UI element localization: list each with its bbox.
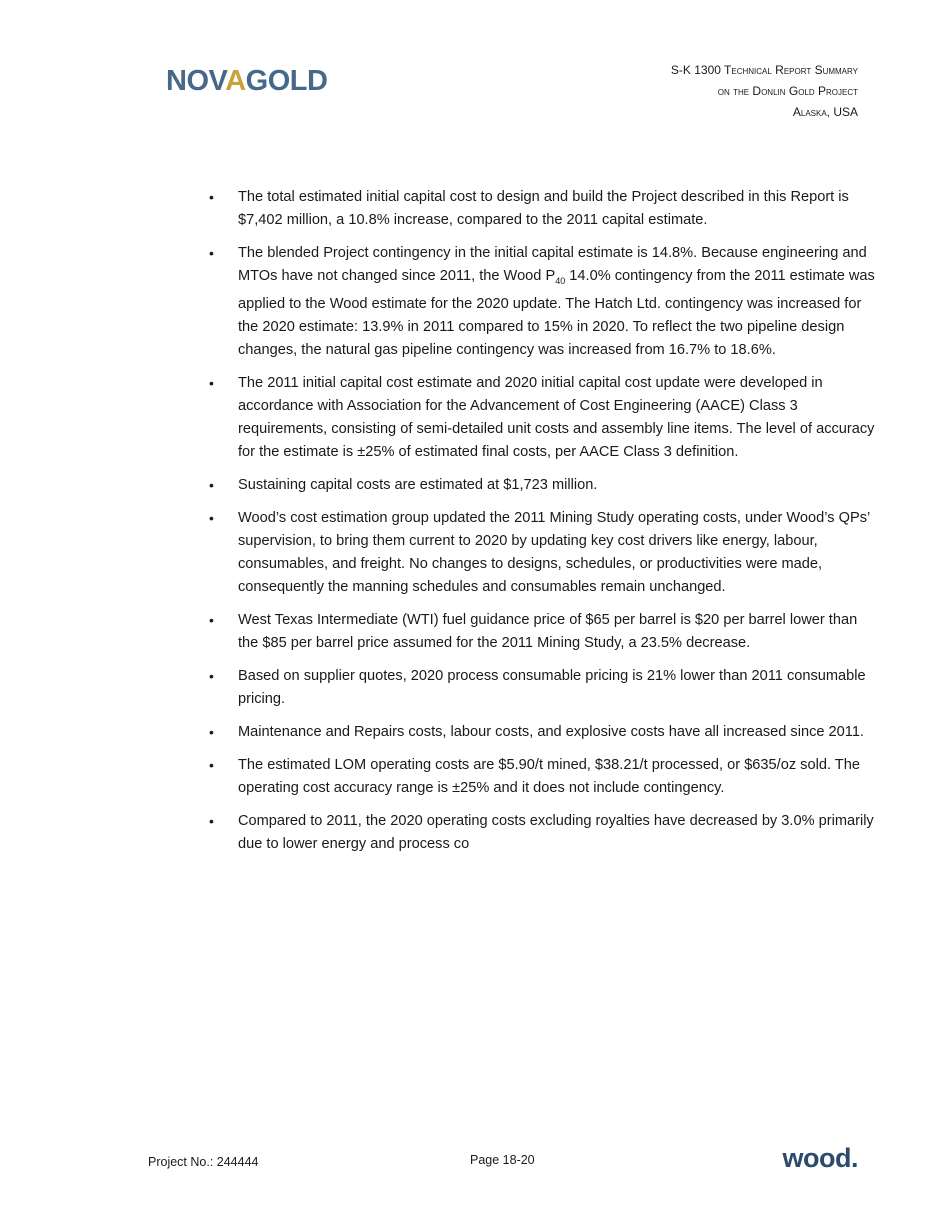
list-item: • Maintenance and Repairs costs, labour costs, and explosive costs have all increased since 2011. xyxy=(205,721,875,744)
project-number: Project No.: 244444 xyxy=(148,1155,259,1169)
body-content xyxy=(205,186,875,866)
list-item: • The total estimated initial capital cost to design and build the Project described in this Report is $7,402 million, a 10.8% increase, compared to the 2011 capital estimate. xyxy=(205,186,875,232)
header-line-2: on the Donlin Gold Project xyxy=(717,84,858,98)
bullet-icon: • xyxy=(209,611,214,628)
page-number: Page 18-20 xyxy=(470,1153,535,1167)
bullet-icon: • xyxy=(209,812,214,829)
bullet-icon: • xyxy=(209,245,214,261)
bullet-icon: • xyxy=(209,667,214,684)
list-item: • Sustaining capital costs are estimated at $1,723 million. xyxy=(205,474,875,497)
header-line-3: Alaska, USA xyxy=(792,105,858,119)
header-line-1: S-K 1300 Technical Report Summary xyxy=(670,63,858,77)
list-item: • West Texas Intermediate (WTI) fuel guidance price of $65 per barrel is $20 per barrel lower than the $85 per barrel price assumed for the 2011 Mining Study, a 23.5% decrease. xyxy=(205,609,875,655)
list-item: • The estimated LOM operating costs are $5.90/t mined, $38.21/t processed, or $635/oz sold. The operating cost accuracy range is ±25% and it does not include contingency. xyxy=(205,754,875,800)
wood-logo: wood. xyxy=(782,1143,858,1173)
bullet-icon: • xyxy=(209,189,214,205)
bullet-list xyxy=(205,186,875,856)
bullet-icon: • xyxy=(209,756,214,773)
bullet-icon: • xyxy=(209,723,214,740)
list-item: • The blended Project contingency in the initial capital estimate is 14.8%. Because engineering and MTOs have not changed since 2011, the Wood $P_{40}$ 14.0% contingency from the 2011 estimate was applied to the Wood estimate for the 2020 update. The Hatch Ltd. contingency was increased for the 2020 estimate: 13.9% in 2011 compared to 15% in 2020. To reflect the two pipeline design changes, the natural gas pipeline contingency was increased from 16.7% to 18.6%. xyxy=(205,242,875,362)
list-item: • Wood’s cost estimation group updated the 2011 Mining Study operating costs, under Wood’s QPs’ supervision, to bring them current to 2020 by updating key cost drivers like energy, labour, consumables, and freight. No changes to designs, schedules, or productivities were made, consequently the manning schedules and consumables remain unchanged. xyxy=(205,507,875,599)
list-item: • The 2011 initial capital cost estimate and 2020 initial capital cost update were developed in accordance with Association for the Advancement of Cost Engineering (AACE) Class 3 requirements, consisting of semi-detailed unit costs and assembly line items. The level of accuracy for the estimate is ±25% of estimated final costs, per AACE Class 3 definition. xyxy=(205,372,875,464)
list-item: • Compared to 2011, the 2020 operating costs excluding royalties have decreased by 3.0% primarily due to lower energy and process co xyxy=(205,810,875,856)
bullet-icon: • xyxy=(209,509,214,526)
list-item: • Based on supplier quotes, 2020 process consumable pricing is 21% lower than 2011 consumable pricing. xyxy=(205,665,875,711)
report-header xyxy=(671,60,858,123)
novagold-logo: NOVAGOLD xyxy=(166,65,328,97)
bullet-icon: • xyxy=(209,374,214,391)
bullet-icon: • xyxy=(209,476,214,493)
